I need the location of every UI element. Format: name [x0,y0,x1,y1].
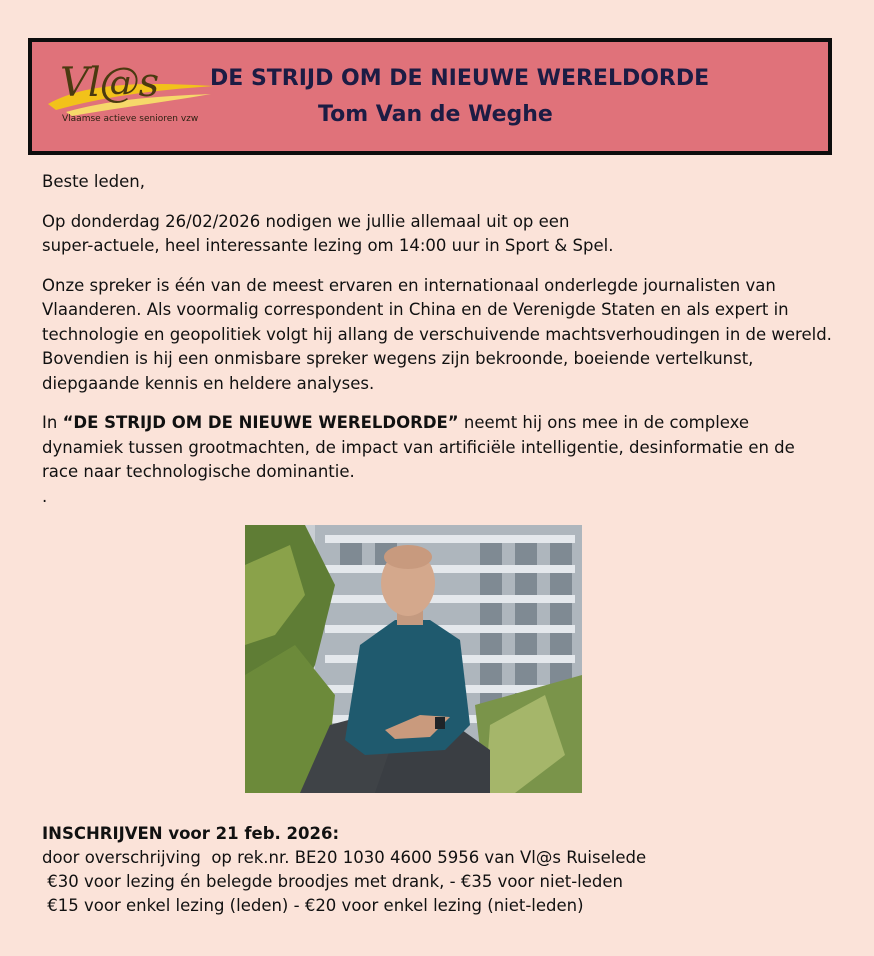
letter-body [42,170,832,522]
topic-prefix: In [42,413,63,432]
topic-title: “DE STRIJD OM DE NIEUWE WERELDORDE” [62,413,459,432]
vlas-logo [46,52,206,132]
speaker-name: Tom Van de Weghe [318,102,553,127]
intro-line-1: Op donderdag 26/02/2026 nodigen we jullie allemaal uit op een [42,211,570,231]
topic-text: neemt hij ons mee in de complexe dynamiek tussen grootmachten, de impact van artificiële intelligentie, desinformatie en de race naar technologische dominantie. [42,413,795,481]
price-line-1: €30 voor lezing én belegde broodjes met drank, - €35 voor niet-leden [42,872,623,891]
registration-heading: INSCHRIJVEN voor 21 feb. 2026: [42,824,340,843]
payment-line: door overschrijving op rek.nr. BE20 1030 4600 5956 van Vl@s Ruiselede [42,848,647,867]
price-line-2: €15 voor enkel lezing (leden) - €20 voor enkel lezing (niet-leden) [42,896,584,915]
intro-line-2: super-actuele, heel interessante lezing om 14:00 uur in Sport & Spel. [42,236,614,255]
separator-dot: . [42,486,48,506]
header-banner [28,38,832,155]
greeting: Beste leden, [42,172,145,191]
logo-text: Vl@s [60,60,159,106]
speaker-text-2: Bovendien is hij een onmisbare spreker wegens zijn bekroonde, boeiende vertelkunst, diepgaande kennis en heldere analyses. [42,349,754,393]
intro-paragraph [42,210,832,259]
registration-info [42,822,832,918]
event-title: DE STRIJD OM DE NIEUWE WERELDORDE [210,66,710,91]
speaker-text-1: Onze spreker is één van de meest ervaren en internationaal onderlegde journalisten van Vlaanderen. Als voormalig correspondent in China en de Verenigde Staten en als expert in technologie en geopolitiek volgt hij allang de verschuivende machtsverhoudingen in de wereld. [42,275,832,344]
speaker-photo [245,525,582,793]
speaker-paragraph [42,274,832,397]
topic-paragraph [42,411,832,485]
logo-subtitle: Vlaamse actieve senioren vzw [62,114,199,124]
